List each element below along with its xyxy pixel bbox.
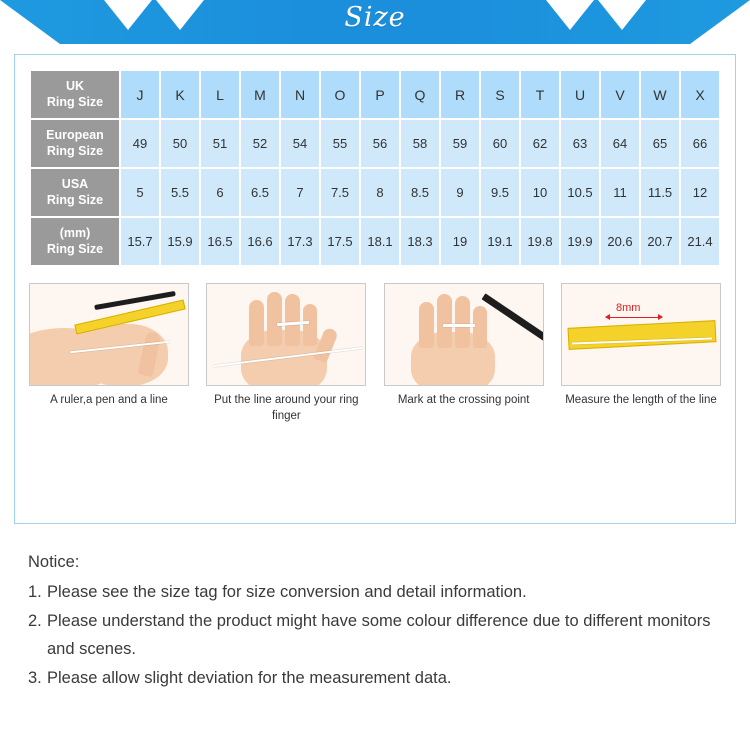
cell-mm-5: 17.5 (321, 218, 359, 265)
cell-eu-12: 64 (601, 120, 639, 167)
table-row-european (31, 120, 719, 167)
cell-eu-6: 56 (361, 120, 399, 167)
cell-eu-8: 59 (441, 120, 479, 167)
cell-mm-7: 18.3 (401, 218, 439, 265)
header-banner (0, 0, 750, 44)
cell-usa-2: 6 (201, 169, 239, 216)
notice-item-2-number: 2. (28, 611, 42, 630)
cell-uk-4: N (281, 71, 319, 118)
page-title: Size (344, 2, 406, 33)
cell-usa-8: 9 (441, 169, 479, 216)
finger-shape-1 (249, 300, 264, 346)
cell-usa-7: 8.5 (401, 169, 439, 216)
cell-uk-7: Q (401, 71, 439, 118)
cell-uk-12: V (601, 71, 639, 118)
cell-uk-2: L (201, 71, 239, 118)
cell-eu-2: 51 (201, 120, 239, 167)
tape-measure-shape (568, 320, 717, 350)
row-header-european-line1: European (46, 127, 104, 142)
row-header-usa-line1: USA (61, 176, 89, 191)
notice-item-3-text: Please allow slight deviation for the measurement data. (47, 668, 452, 687)
cell-usa-3: 6.5 (241, 169, 279, 216)
cell-mm-2: 16.5 (201, 218, 239, 265)
cell-usa-13: 11.5 (641, 169, 679, 216)
cell-usa-1: 5.5 (161, 169, 199, 216)
hand-pen-mark-photo (384, 283, 544, 386)
table-row-mm (31, 218, 719, 265)
row-header-mm-line2: Ring Size (46, 241, 104, 256)
row-header-usa (31, 169, 119, 216)
pen-shape (481, 293, 543, 341)
cell-mm-1: 15.9 (161, 218, 199, 265)
cell-mm-0: 15.7 (121, 218, 159, 265)
cell-uk-13: W (641, 71, 679, 118)
row-header-european (31, 120, 119, 167)
cell-usa-9: 9.5 (481, 169, 519, 216)
cell-eu-0: 49 (121, 120, 159, 167)
measure-step-3-caption: Mark at the crossing point (397, 394, 530, 406)
cell-usa-12: 11 (601, 169, 639, 216)
measure-length-label: 8mm (615, 302, 641, 314)
finger-shape-3 (455, 296, 470, 348)
ruler-measure-photo (561, 283, 721, 386)
cell-mm-4: 17.3 (281, 218, 319, 265)
cell-usa-4: 7 (281, 169, 319, 216)
cell-uk-10: T (521, 71, 559, 118)
cell-mm-13: 20.7 (641, 218, 679, 265)
cell-eu-3: 52 (241, 120, 279, 167)
measure-step-3 (384, 283, 544, 424)
measure-step-4-caption: Measure the length of the line (565, 394, 717, 406)
finger-shape-2 (267, 292, 282, 346)
row-header-mm (31, 218, 119, 265)
cell-eu-4: 54 (281, 120, 319, 167)
cell-mm-9: 19.1 (481, 218, 519, 265)
finger-shape-4 (473, 306, 487, 348)
cell-mm-14: 21.4 (681, 218, 719, 265)
row-header-mm-line1: (mm) (59, 225, 91, 240)
notice-block (28, 548, 722, 692)
cell-uk-8: R (441, 71, 479, 118)
cell-eu-7: 58 (401, 120, 439, 167)
cell-usa-14: 12 (681, 169, 719, 216)
cell-usa-5: 7.5 (321, 169, 359, 216)
ring-size-table (29, 69, 721, 267)
measure-steps (29, 283, 721, 424)
notice-item-1-number: 1. (28, 583, 42, 602)
cell-eu-14: 66 (681, 120, 719, 167)
finger-shape-4 (303, 304, 317, 346)
row-header-uk (31, 71, 119, 118)
finger-shape-1 (419, 302, 434, 348)
table-row-uk (31, 71, 719, 118)
row-header-uk-line1: UK (65, 78, 85, 93)
cell-usa-11: 10.5 (561, 169, 599, 216)
notice-title: Notice: (28, 553, 80, 571)
cell-eu-10: 62 (521, 120, 559, 167)
measure-step-2 (206, 283, 366, 424)
table-row-usa (31, 169, 719, 216)
finger-shape-2 (437, 294, 452, 348)
cell-mm-3: 16.6 (241, 218, 279, 265)
size-chart-card (14, 54, 736, 524)
cell-mm-6: 18.1 (361, 218, 399, 265)
cell-usa-10: 10 (521, 169, 559, 216)
measure-arrow-icon (606, 317, 662, 318)
measure-step-2-caption: Put the line around your ring finger (214, 394, 359, 422)
cell-eu-1: 50 (161, 120, 199, 167)
notice-item-2 (28, 607, 722, 664)
cell-uk-9: S (481, 71, 519, 118)
measure-step-1 (29, 283, 189, 424)
cell-uk-11: U (561, 71, 599, 118)
row-header-uk-line2: Ring Size (46, 94, 104, 109)
cell-uk-5: O (321, 71, 359, 118)
cell-mm-10: 19.8 (521, 218, 559, 265)
row-header-usa-line2: Ring Size (46, 192, 104, 207)
notice-item-1-text: Please see the size tag for size conversion and detail information. (47, 583, 527, 602)
thumb-shape (313, 327, 339, 364)
cell-mm-12: 20.6 (601, 218, 639, 265)
cell-eu-9: 60 (481, 120, 519, 167)
notice-item-3-number: 3. (28, 668, 42, 687)
thread-around-finger (443, 324, 475, 327)
measure-step-1-caption: A ruler,a pen and a line (50, 394, 168, 406)
cell-usa-6: 8 (361, 169, 399, 216)
cell-eu-13: 65 (641, 120, 679, 167)
cell-eu-5: 55 (321, 120, 359, 167)
cell-mm-11: 19.9 (561, 218, 599, 265)
notice-item-1 (28, 578, 722, 606)
notice-item-3 (28, 664, 722, 692)
cell-uk-3: M (241, 71, 279, 118)
finger-shape-3 (285, 294, 300, 346)
cell-usa-0: 5 (121, 169, 159, 216)
measure-step-4 (561, 283, 721, 424)
cell-uk-6: P (361, 71, 399, 118)
cell-mm-8: 19 (441, 218, 479, 265)
cell-eu-11: 63 (561, 120, 599, 167)
cell-uk-0: J (121, 71, 159, 118)
row-header-european-line2: Ring Size (46, 143, 104, 158)
cell-uk-1: K (161, 71, 199, 118)
notice-item-2-text: Please understand the product might have some colour difference due to different monitors and scenes. (47, 611, 711, 659)
hand-ruler-pen-photo (29, 283, 189, 386)
cell-uk-14: X (681, 71, 719, 118)
hand-thread-photo (206, 283, 366, 386)
